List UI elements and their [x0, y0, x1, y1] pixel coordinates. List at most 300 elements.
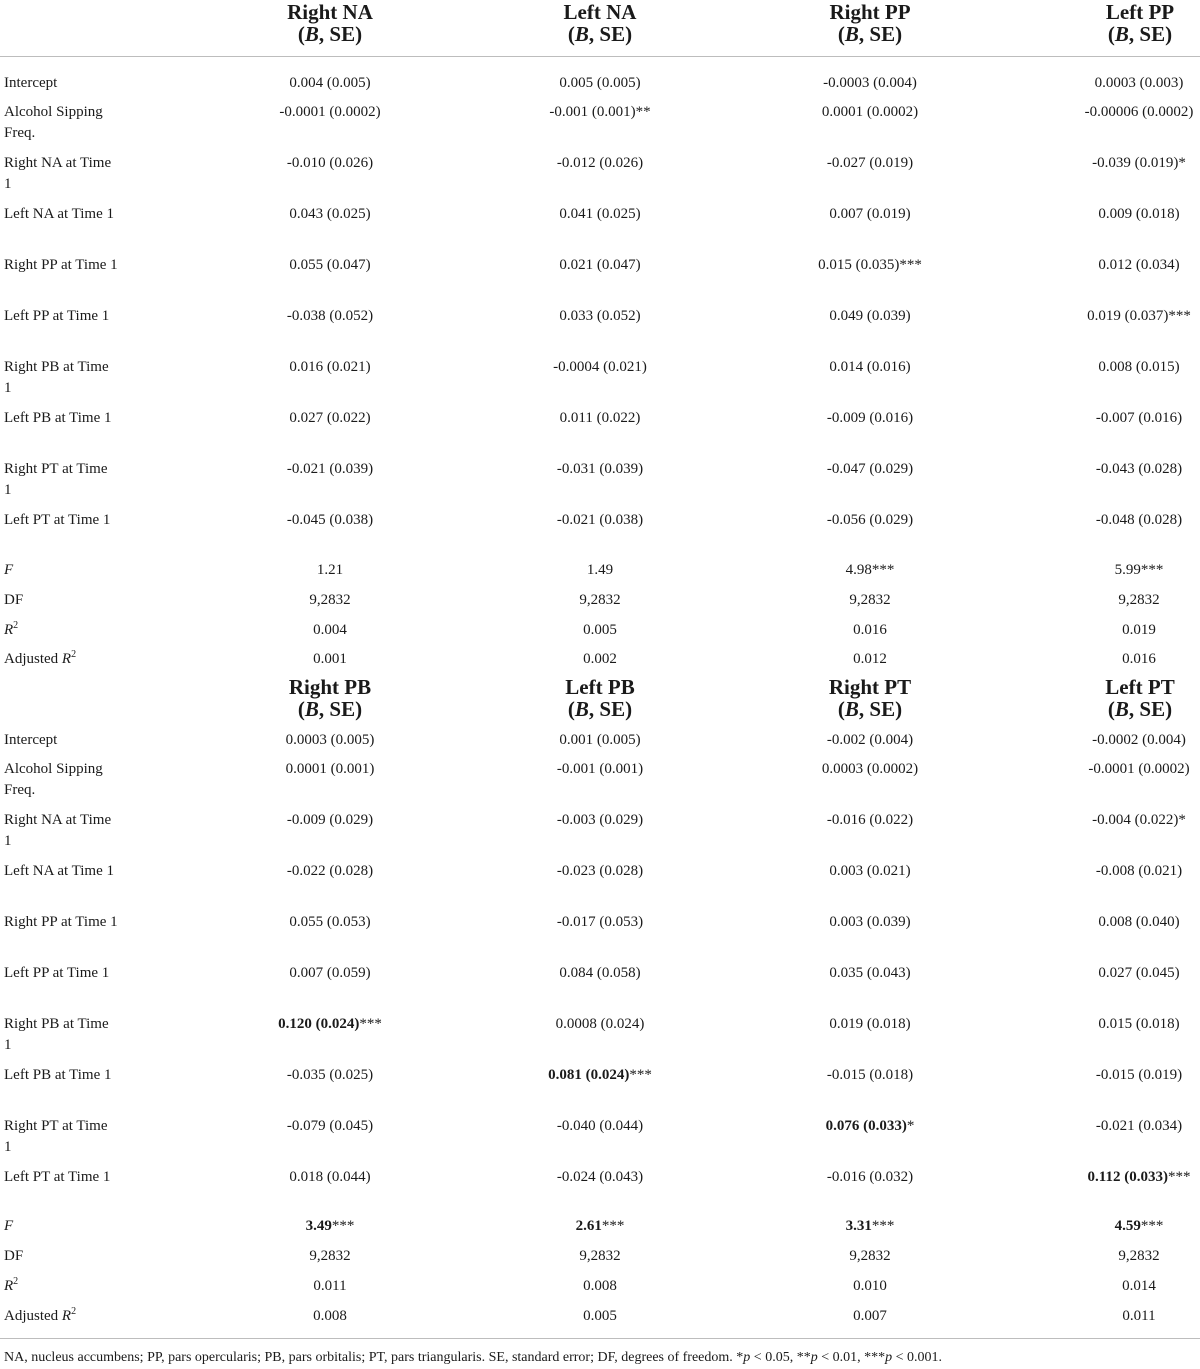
cell-value: 0.0001 (0.0002) — [821, 104, 919, 120]
cell-value: 9,2832 — [1118, 1248, 1160, 1264]
row-label: Right PT at Time 1 — [4, 1118, 108, 1155]
cell-value: -0.0001 (0.0002) — [1088, 761, 1190, 777]
table-cell — [200, 1246, 460, 1267]
footnote-p2-stars: ** — [796, 1350, 811, 1365]
cell-value: -0.022 (0.028) — [286, 863, 374, 879]
column-header-se: , SE) — [588, 697, 633, 721]
table-cell — [1080, 204, 1198, 225]
cell-value: 0.0003 (0.0002) — [821, 761, 919, 777]
cell-value: 1.21 — [316, 562, 344, 578]
table-cell — [1080, 1065, 1198, 1086]
cell-value: -0.021 (0.038) — [556, 512, 644, 528]
footnote-abbreviations: NA, nucleus accumbens; PP, pars opercularis; PB, pars orbitalis; PT, pars triangularis. SE, standard error; DF, degrees of freedom. — [4, 1350, 737, 1365]
column-header-se: , SE) — [1128, 697, 1173, 721]
row-label: Right PB at Time 1 — [4, 359, 109, 396]
superscript-two: 2 — [71, 1306, 77, 1317]
column-header — [780, 676, 960, 720]
column-header-subtitle: (B, SE) — [297, 22, 363, 46]
column-header-title: Right PT — [828, 675, 912, 699]
table-cell — [740, 1065, 1000, 1086]
significance-stars: *** — [1168, 308, 1191, 324]
cell-value: 0.014 — [1122, 1278, 1156, 1294]
row-label-text: F — [4, 562, 14, 578]
column-header-se: , SE) — [1128, 22, 1173, 46]
table-cell — [470, 759, 730, 780]
table-cell — [200, 912, 460, 933]
cell-value: -0.024 (0.043) — [556, 1169, 644, 1185]
significance-stars: *** — [899, 257, 922, 273]
cell-value: 0.005 (0.005) — [559, 75, 641, 91]
table-cell — [470, 620, 730, 641]
row-label: Left PP at Time 1 — [4, 965, 110, 981]
table-cell — [470, 730, 730, 751]
significance-stars: *** — [1140, 1218, 1164, 1234]
table-cell — [470, 810, 730, 831]
cell-value: -0.016 (0.032) — [826, 1169, 914, 1185]
cell-value: 9,2832 — [309, 592, 351, 608]
table-cell — [200, 408, 460, 429]
footnote-p1-stars: * — [736, 1350, 744, 1365]
table-cell — [200, 1014, 460, 1035]
cell-value: 0.049 (0.039) — [829, 308, 911, 324]
cell-value: 0.043 (0.025) — [289, 206, 371, 222]
table-cell — [740, 459, 1000, 480]
top-rule — [0, 56, 1200, 57]
table-cell — [470, 255, 730, 276]
cell-value: 9,2832 — [579, 1248, 621, 1264]
table-cell — [200, 1306, 460, 1327]
table-cell — [740, 861, 1000, 882]
table-cell — [200, 590, 460, 611]
table-cell — [200, 620, 460, 641]
cell-value: 0.016 — [853, 622, 887, 638]
row-label: Left PP at Time 1 — [4, 308, 110, 324]
table-cell — [200, 1216, 460, 1237]
column-header-b: B — [1114, 22, 1129, 46]
column-header — [510, 676, 690, 720]
significance-stars: *** — [359, 1016, 382, 1032]
table-cell — [1080, 459, 1198, 480]
superscript-two: 2 — [13, 620, 19, 631]
row-label: Adjusted $R^2$ — [4, 649, 77, 667]
cell-value: 0.112 (0.033) — [1087, 1169, 1168, 1185]
table-cell — [200, 153, 460, 174]
table-cell — [740, 912, 1000, 933]
row-label: Left NA at Time 1 — [4, 863, 115, 879]
table-cell — [1080, 1246, 1198, 1267]
column-header — [1050, 676, 1200, 720]
cell-value: -0.079 (0.045) — [286, 1118, 374, 1134]
table-cell — [470, 1014, 730, 1035]
cell-value: 0.0001 (0.001) — [285, 761, 375, 777]
cell-value: -0.009 (0.029) — [286, 812, 374, 828]
row-label: Left NA at Time 1 — [4, 206, 115, 222]
table-cell — [740, 1216, 1000, 1237]
cell-value: -0.038 (0.052) — [286, 308, 374, 324]
table-cell — [470, 306, 730, 327]
cell-value: -0.021 (0.034) — [1095, 1118, 1183, 1134]
table-cell — [200, 510, 460, 531]
table-cell — [740, 620, 1000, 641]
cell-value: 0.0003 (0.005) — [285, 732, 375, 748]
column-header-b: B — [574, 697, 589, 721]
cell-value: -0.0004 (0.021) — [553, 359, 647, 375]
cell-value: 0.076 (0.033) — [825, 1118, 907, 1134]
column-header — [780, 1, 960, 45]
row-label: Right NA at Time 1 — [4, 155, 112, 192]
table-cell — [1080, 1306, 1198, 1327]
cell-value: 1.49 — [586, 562, 614, 578]
cell-value: 9,2832 — [849, 592, 891, 608]
table-cell — [740, 510, 1000, 531]
significance-stars: *** — [871, 1218, 895, 1234]
table-cell — [470, 1306, 730, 1327]
row-label-text: R — [4, 622, 14, 638]
cell-value: 0.003 (0.021) — [829, 863, 911, 879]
table-cell — [470, 408, 730, 429]
table-cell — [1080, 1216, 1198, 1237]
table-cell — [200, 963, 460, 984]
table-cell — [200, 1116, 460, 1137]
table-cell — [1080, 1167, 1198, 1188]
table-cell — [200, 255, 460, 276]
row-label: Left PT at Time 1 — [4, 1169, 111, 1185]
cell-value: 0.015 (0.018) — [1098, 1016, 1180, 1032]
row-label-text: R — [4, 1278, 14, 1294]
cell-value: 0.009 (0.018) — [1098, 206, 1180, 222]
cell-value: -0.007 (0.016) — [1095, 410, 1183, 426]
cell-value: 0.011 — [313, 1278, 347, 1294]
row-label — [4, 560, 118, 581]
column-header-subtitle: (B, SE) — [1107, 22, 1173, 46]
table-cell — [740, 560, 1000, 581]
table-cell — [200, 560, 460, 581]
table-cell — [740, 255, 1000, 276]
cell-value: 0.016 (0.021) — [289, 359, 371, 375]
row-label: Left PB at Time 1 — [4, 1067, 112, 1083]
column-header-title: Right PB — [288, 675, 372, 699]
cell-value: -0.0002 (0.004) — [1092, 732, 1186, 748]
table-cell — [1080, 620, 1198, 641]
column-header-se: , SE) — [588, 22, 633, 46]
cell-value: -0.002 (0.004) — [826, 732, 914, 748]
table-cell — [1080, 730, 1198, 751]
cell-value: 0.007 (0.059) — [289, 965, 371, 981]
table-cell — [200, 861, 460, 882]
table-cell — [740, 1246, 1000, 1267]
cell-value: 0.084 (0.058) — [559, 965, 641, 981]
table-cell — [470, 963, 730, 984]
cell-value: -0.010 (0.026) — [286, 155, 374, 171]
cell-value: 0.015 (0.035) — [818, 257, 900, 273]
table-cell — [470, 861, 730, 882]
cell-value: -0.047 (0.029) — [826, 461, 914, 477]
table-cell — [740, 1116, 1000, 1137]
cell-value: -0.016 (0.022) — [826, 812, 914, 828]
cell-value: 0.019 (0.037) — [1087, 308, 1169, 324]
table-cell — [470, 1246, 730, 1267]
column-header-subtitle: (B, SE) — [837, 697, 903, 721]
table-cell — [1080, 912, 1198, 933]
table-cell — [470, 1116, 730, 1137]
table-cell — [470, 102, 730, 123]
table-cell — [470, 204, 730, 225]
table-cell — [1080, 102, 1198, 123]
footnote-p-letter: p — [743, 1350, 751, 1365]
row-label: Right PP at Time 1 — [4, 257, 118, 273]
significance-stars: *** — [1167, 1169, 1191, 1185]
cell-value: 0.016 — [1122, 651, 1156, 667]
cell-value: 0.011 (0.022) — [559, 410, 641, 426]
column-header-b: B — [304, 22, 319, 46]
superscript-two: 2 — [13, 1276, 19, 1287]
table-cell — [200, 102, 460, 123]
cell-value: 0.027 (0.045) — [1098, 965, 1180, 981]
table-cell — [740, 590, 1000, 611]
table-cell — [200, 1167, 460, 1188]
cell-value: 0.008 — [583, 1278, 617, 1294]
cell-value: -0.00006 (0.0002) — [1084, 104, 1194, 120]
table-cell — [470, 1216, 730, 1237]
cell-value: 0.005 — [583, 1308, 617, 1324]
cell-value: -0.031 (0.039) — [556, 461, 644, 477]
cell-value: 5.99 — [1114, 562, 1141, 578]
column-header-b: B — [304, 697, 319, 721]
column-header-subtitle: (B, SE) — [567, 697, 633, 721]
cell-value: -0.039 (0.019) — [1092, 155, 1179, 171]
table-cell — [1080, 408, 1198, 429]
table-cell — [470, 1065, 730, 1086]
row-label-text: R — [61, 1308, 72, 1324]
cell-value: 4.98 — [845, 562, 872, 578]
cell-value: 0.055 (0.047) — [289, 257, 371, 273]
column-header-title: Left NA — [563, 0, 637, 24]
cell-value: 0.008 (0.015) — [1098, 359, 1180, 375]
row-label: Intercept — [4, 732, 58, 748]
table-cell — [1080, 649, 1198, 670]
cell-value: 0.007 — [853, 1308, 887, 1324]
table-cell — [1080, 861, 1198, 882]
cell-value: -0.021 (0.039) — [286, 461, 374, 477]
significance-stars: *** — [1140, 562, 1164, 578]
cell-value: 0.0008 (0.024) — [555, 1016, 645, 1032]
cell-value: 0.007 (0.019) — [829, 206, 911, 222]
table-cell — [200, 73, 460, 94]
cell-value: 0.019 — [1122, 622, 1156, 638]
table-cell — [1080, 590, 1198, 611]
cell-value: -0.001 (0.001) — [556, 761, 644, 777]
cell-value: 2.61 — [575, 1218, 602, 1234]
cell-value: -0.008 (0.021) — [1095, 863, 1183, 879]
cell-value: 0.003 (0.039) — [829, 914, 911, 930]
column-header-title: Right NA — [287, 0, 373, 24]
cell-value: 0.027 (0.022) — [289, 410, 371, 426]
cell-value: 0.019 (0.018) — [829, 1016, 911, 1032]
cell-value: 0.035 (0.043) — [829, 965, 911, 981]
column-header-b: B — [574, 22, 589, 46]
column-header-title: Left PB — [565, 675, 635, 699]
row-label-text: R — [61, 651, 72, 667]
row-label — [4, 1276, 118, 1297]
cell-value: 0.001 — [313, 651, 347, 667]
footnote-p1-text: < 0.05, — [750, 1350, 797, 1365]
cell-value: -0.015 (0.019) — [1095, 1067, 1183, 1083]
row-label — [4, 620, 118, 641]
row-label: Intercept — [4, 75, 58, 91]
cell-value: 0.018 (0.044) — [289, 1169, 371, 1185]
table-cell — [200, 1276, 460, 1297]
row-label: Left PT at Time 1 — [4, 512, 111, 528]
table-cell — [1080, 963, 1198, 984]
column-header-se: , SE) — [318, 697, 363, 721]
cell-value: 9,2832 — [1118, 592, 1160, 608]
row-label-text: F — [4, 1218, 14, 1234]
cell-value: 0.005 — [583, 622, 617, 638]
column-header-subtitle: (B, SE) — [567, 22, 633, 46]
row-label: Left PB at Time 1 — [4, 410, 112, 426]
table-cell — [740, 408, 1000, 429]
footnote-p3-text: < 0.001. — [892, 1350, 943, 1365]
table-cell — [740, 759, 1000, 780]
table-cell — [200, 730, 460, 751]
cell-value: 0.001 (0.005) — [559, 732, 641, 748]
cell-value: 0.033 (0.052) — [559, 308, 641, 324]
cell-value: 0.0003 (0.003) — [1094, 75, 1184, 91]
table-cell — [1080, 1014, 1198, 1035]
cell-value: -0.015 (0.018) — [826, 1067, 914, 1083]
cell-value: 3.31 — [845, 1218, 872, 1234]
table-cell — [470, 590, 730, 611]
column-header-title: Left PP — [1105, 0, 1175, 24]
table-cell — [1080, 810, 1198, 831]
significance-stars: *** — [629, 1067, 652, 1083]
cell-value: -0.003 (0.029) — [556, 812, 644, 828]
cell-value: 9,2832 — [579, 592, 621, 608]
footnote-p2-text: < 0.01, — [817, 1350, 865, 1365]
cell-value: 0.004 (0.005) — [289, 75, 371, 91]
cell-value: 0.011 — [1122, 1308, 1156, 1324]
table-cell — [470, 153, 730, 174]
table-cell — [740, 810, 1000, 831]
column-header — [240, 1, 420, 45]
table-cell — [1080, 73, 1198, 94]
cell-value: -0.009 (0.016) — [826, 410, 914, 426]
table-cell — [1080, 510, 1198, 531]
table-cell — [740, 1167, 1000, 1188]
table-cell — [740, 1276, 1000, 1297]
table-footnote — [4, 1349, 1194, 1367]
cell-value: -0.048 (0.028) — [1095, 512, 1183, 528]
column-header-title: Left PT — [1105, 675, 1175, 699]
table-cell — [200, 759, 460, 780]
row-label: DF — [4, 1248, 24, 1264]
table-cell — [200, 1065, 460, 1086]
cell-value: 9,2832 — [849, 1248, 891, 1264]
cell-value: -0.0001 (0.0002) — [279, 104, 381, 120]
column-header-title: Right PP — [829, 0, 911, 24]
significance-stars: *** — [871, 562, 895, 578]
table-cell — [1080, 560, 1198, 581]
cell-value: -0.035 (0.025) — [286, 1067, 374, 1083]
cell-value: -0.004 (0.022) — [1092, 812, 1179, 828]
row-label — [4, 1216, 118, 1237]
row-label: Alcohol Sipping Freq. — [4, 761, 103, 798]
cell-value: 0.120 (0.024) — [278, 1016, 360, 1032]
row-label: Right PT at Time 1 — [4, 461, 108, 498]
column-header-se: , SE) — [858, 22, 903, 46]
column-header — [510, 1, 690, 45]
row-label: DF — [4, 592, 24, 608]
significance-stars: ** — [635, 104, 651, 120]
cell-value: 0.081 (0.024) — [548, 1067, 630, 1083]
row-label: Adjusted $R^2$ — [4, 1306, 77, 1324]
cell-value: 0.002 — [583, 651, 617, 667]
table-cell — [470, 459, 730, 480]
table-cell — [1080, 1116, 1198, 1137]
cell-value: 4.59 — [1114, 1218, 1141, 1234]
table-cell — [740, 306, 1000, 327]
column-header-subtitle: (B, SE) — [297, 697, 363, 721]
cell-value: 0.014 (0.016) — [829, 359, 911, 375]
table-cell — [1080, 153, 1198, 174]
cell-value: -0.012 (0.026) — [556, 155, 644, 171]
bottom-rule — [0, 1338, 1200, 1339]
superscript-two: 2 — [71, 649, 77, 660]
column-header-subtitle: (B, SE) — [837, 22, 903, 46]
significance-stars: *** — [331, 1218, 355, 1234]
significance-stars: * — [906, 1118, 915, 1134]
table-cell — [200, 649, 460, 670]
table-cell — [470, 510, 730, 531]
cell-value: -0.027 (0.019) — [826, 155, 914, 171]
cell-value: 0.012 — [853, 651, 887, 667]
significance-stars: * — [1178, 812, 1186, 828]
column-header-b: B — [1114, 697, 1129, 721]
table-cell — [470, 560, 730, 581]
cell-value: 0.010 — [853, 1278, 887, 1294]
row-label: Right PB at Time 1 — [4, 1016, 109, 1053]
table-cell — [470, 649, 730, 670]
table-cell — [470, 73, 730, 94]
footnote-p-letter: p — [885, 1350, 893, 1365]
column-header-b: B — [844, 697, 859, 721]
footnote-p3-stars: *** — [864, 1350, 886, 1365]
table-cell — [200, 357, 460, 378]
table-cell — [740, 153, 1000, 174]
cell-value: 0.055 (0.053) — [289, 914, 371, 930]
table-cell — [200, 306, 460, 327]
row-label: Right PP at Time 1 — [4, 914, 118, 930]
column-header-se: , SE) — [318, 22, 363, 46]
table-cell — [200, 810, 460, 831]
column-header-se: , SE) — [858, 697, 903, 721]
cell-value: -0.001 (0.001) — [549, 104, 636, 120]
table-cell — [740, 102, 1000, 123]
column-header-subtitle: (B, SE) — [1107, 697, 1173, 721]
table-cell — [1080, 255, 1198, 276]
column-header — [240, 676, 420, 720]
row-label: Right NA at Time 1 — [4, 812, 112, 849]
table-cell — [740, 649, 1000, 670]
cell-value: 0.008 — [313, 1308, 347, 1324]
cell-value: 0.008 (0.040) — [1098, 914, 1180, 930]
cell-value: -0.0003 (0.004) — [823, 75, 917, 91]
cell-value: 0.004 — [313, 622, 347, 638]
table-cell — [740, 730, 1000, 751]
table-cell — [740, 1306, 1000, 1327]
table-cell — [200, 459, 460, 480]
cell-value: 0.021 (0.047) — [559, 257, 641, 273]
